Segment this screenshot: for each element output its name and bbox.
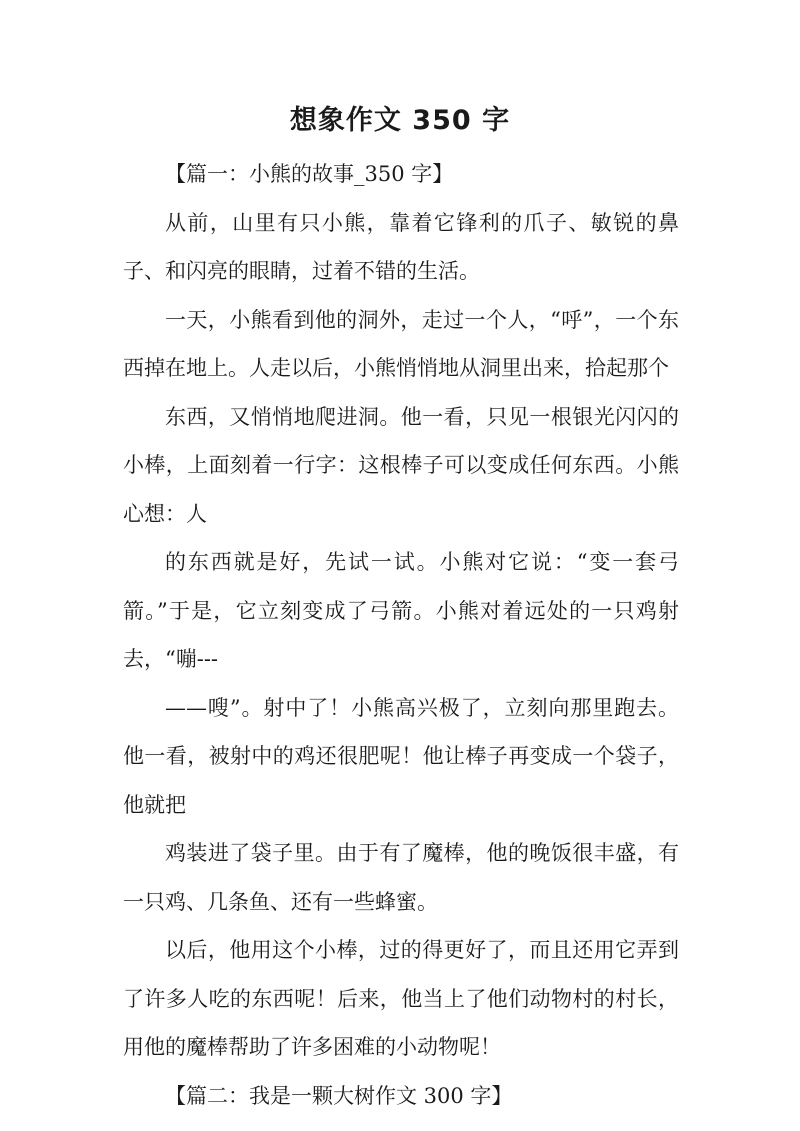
paragraph: 东西，又悄悄地爬进洞。他一看，只见一根银光闪闪的小棒，上面刻着一行字：这根棒子可以变成任何东西。小熊心想：人 [123, 404, 679, 526]
paragraph: 从前，山里有只小熊，靠着它锋利的爪子、敏锐的鼻子、和闪亮的眼睛，过着不错的生活。 [123, 210, 679, 283]
page-title: 想象作文 350 字 [289, 105, 511, 136]
paragraph: 以后，他用这个小棒，过的得更好了，而且还用它弄到了许多人吃的东西呢！后来，他当上了他们动物村的村长，用他的魔棒帮助了许多困难的小动物呢！ [123, 938, 679, 1059]
paragraph: 的东西就是好，先试一试。小熊对它说：“变一套弓箭。”于是，它立刻变成了弓箭。小熊对着远处的一只鸡射去，“嘣--- [123, 550, 679, 671]
paragraph: ——嗖”。射中了！小熊高兴极了，立刻向那里跑去。他一看，被射中的鸡还很肥呢！他让棒子再变成一个袋子，他就把 [123, 695, 679, 817]
paragraph: 一天，小熊看到他的洞外，走过一个人，“呼”，一个东西掉在地上。人走以后，小熊悄悄地从洞里出来，拾起那个 [123, 307, 679, 380]
section-heading: 【篇二：我是一颗大树作文 300 字】 [165, 1083, 513, 1108]
paragraph: 鸡装进了袋子里。由于有了魔棒，他的晚饭很丰盛，有一只鸡、几条鱼、还有一些蜂蜜。 [123, 841, 679, 914]
document-body [123, 150, 679, 1120]
section-heading: 【篇一：小熊的故事_350 字】 [165, 162, 454, 186]
